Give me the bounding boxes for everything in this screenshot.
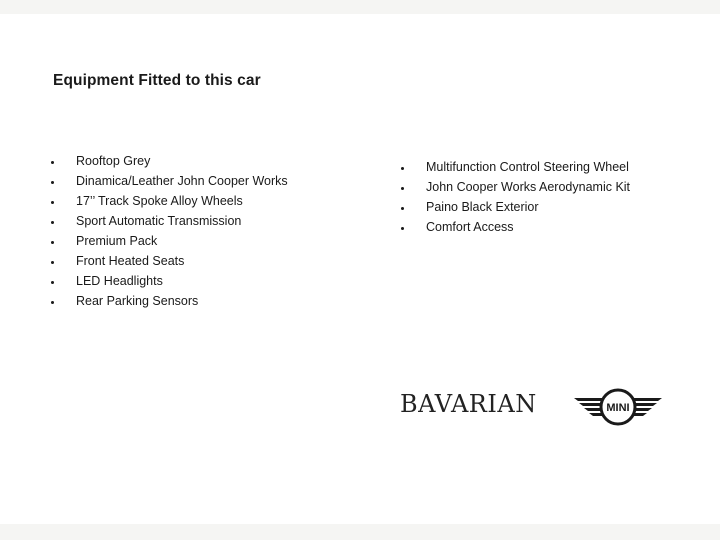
list-item-label: Rear Parking Sensors — [76, 294, 199, 308]
bullet-icon — [47, 291, 76, 311]
list-item — [47, 251, 288, 271]
bullet-icon — [47, 151, 76, 171]
list-item — [47, 271, 288, 291]
list-item — [47, 151, 288, 171]
dealer-logo: BAVARIAN — [400, 390, 537, 418]
list-item — [47, 171, 288, 191]
bullet-icon — [47, 271, 76, 291]
page-title: Equipment Fitted to this car — [53, 72, 261, 89]
list-item — [397, 197, 630, 217]
bullet-icon — [397, 177, 426, 197]
bullet-icon — [47, 251, 76, 271]
list-item-label: Paino Black Exterior — [426, 200, 539, 214]
bullet-icon — [47, 211, 76, 231]
mini-logo-text: MINI — [606, 402, 630, 414]
list-item-label: John Cooper Works Aerodynamic Kit — [426, 180, 631, 194]
list-item — [47, 291, 288, 311]
list-item-label: Premium Pack — [76, 234, 158, 248]
bullet-icon — [397, 197, 426, 217]
bullet-icon — [397, 217, 426, 237]
list-item-label: LED Headlights — [76, 274, 163, 288]
equipment-list-right — [397, 157, 630, 237]
list-item — [47, 231, 288, 251]
list-item-label: Multifunction Control Steering Wheel — [426, 160, 629, 174]
list-item — [47, 211, 288, 231]
list-item — [397, 177, 630, 197]
list-item — [397, 157, 630, 177]
list-item-label: Front Heated Seats — [76, 254, 185, 268]
dealer-branding — [400, 386, 670, 430]
list-item-label: Sport Automatic Transmission — [76, 214, 242, 228]
bullet-icon — [397, 157, 426, 177]
list-item — [47, 191, 288, 211]
slide-panel — [0, 14, 720, 524]
equipment-list-left — [47, 151, 288, 311]
bullet-icon — [47, 231, 76, 251]
bullet-icon — [47, 171, 76, 191]
bullet-icon — [47, 191, 76, 211]
list-item-label: Rooftop Grey — [76, 154, 151, 168]
mini-logo-icon — [572, 386, 664, 430]
list-item-label: 17’’ Track Spoke Alloy Wheels — [76, 194, 243, 208]
list-item — [397, 217, 630, 237]
list-item-label: Dinamica/Leather John Cooper Works — [76, 174, 288, 188]
list-item-label: Comfort Access — [426, 220, 514, 234]
